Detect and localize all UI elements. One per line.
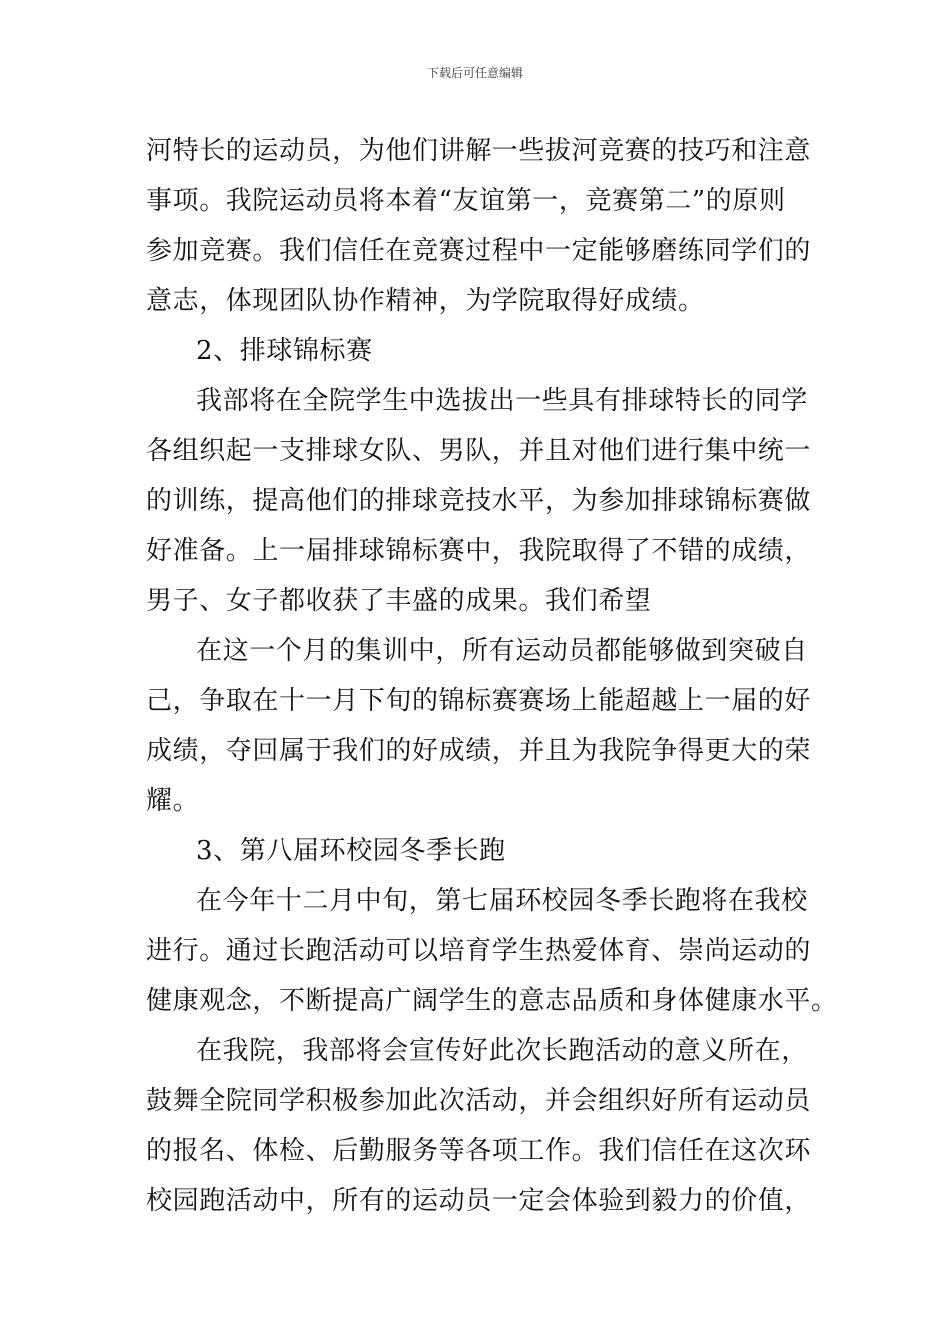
text-line: 的训练，提高他们的排球竞技水平，为参加排球锦标赛做 <box>146 486 812 516</box>
text-line: 事项。我院运动员将本着“友谊第一，竞赛第二”的原则 <box>146 186 786 216</box>
text-line: 在今年十二月中旬，第七届环校园冬季长跑将在我校 <box>196 886 808 916</box>
text-line: 参加竞赛。我们信任在竞赛过程中一定能够磨练同学们的 <box>146 236 812 266</box>
page-header: 下载后可任意编辑 <box>426 66 523 80</box>
text-line: 成绩，夺回属于我们的好成绩，并且为我院争得更大的荣 <box>146 736 812 766</box>
text-line: 我部将在全院学生中选拔出一些具有排球特长的同学 <box>196 386 808 416</box>
section-heading: 3、第八届环校园冬季长跑 <box>196 836 506 866</box>
text-line: 在这一个月的集训中，所有运动员都能够做到突破自 <box>196 636 808 666</box>
text-line: 在我院，我部将会宣传好此次长跑活动的意义所在， <box>196 1036 808 1066</box>
text-line: 各组织起一支排球女队、男队，并且对他们进行集中统一 <box>146 436 812 466</box>
text-line: 的报名、体检、后勤服务等各项工作。我们信任在这次环 <box>146 1136 812 1166</box>
text-line: 意志，体现团队协作精神，为学院取得好成绩。 <box>146 286 705 316</box>
text-line: 进行。通过长跑活动可以培育学生热爱体育、崇尚运动的 <box>146 936 812 966</box>
text-line: 河特长的运动员，为他们讲解一些拔河竞赛的技巧和注意 <box>146 136 812 166</box>
text-line: 男子、女子都收获了丰盛的成果。我们希望 <box>146 586 652 616</box>
text-line: 好准备。上一届排球锦标赛中，我院取得了不错的成绩， <box>146 536 812 566</box>
section-heading: 2、排球锦标赛 <box>196 336 373 366</box>
text-line: 校园跑活动中，所有的运动员一定会体验到毅力的价值， <box>146 1186 812 1216</box>
text-line: 健康观念，不断提高广阔学生的意志品质和身体健康水平。 <box>146 986 838 1016</box>
text-line: 鼓舞全院同学积极参加此次活动，并会组织好所有运动员 <box>146 1086 812 1116</box>
text-line: 耀。 <box>146 786 200 816</box>
text-line: 己，争取在十一月下旬的锦标赛赛场上能超越上一届的好 <box>146 686 812 716</box>
